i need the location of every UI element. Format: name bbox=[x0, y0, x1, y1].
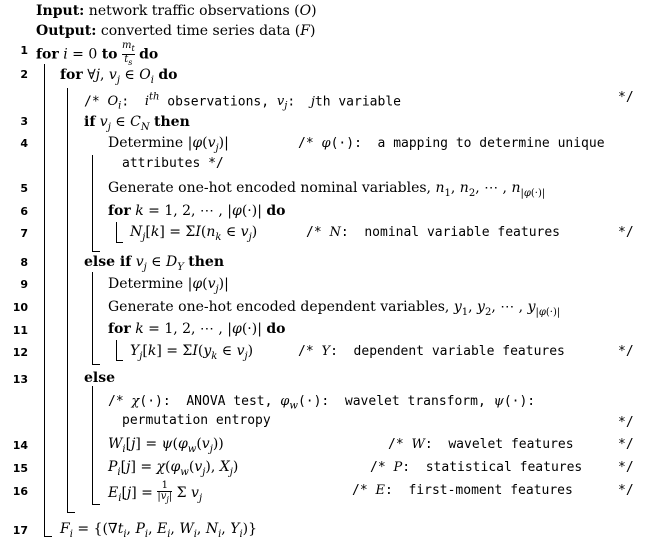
output-text: converted time series data (F) bbox=[100, 23, 316, 39]
line-number: 2 bbox=[20, 68, 28, 81]
comment-mapping-cont: attributes */ bbox=[122, 156, 224, 171]
comment-end: */ bbox=[618, 344, 634, 359]
comment-statistical: /* P: statistical features bbox=[370, 460, 583, 475]
output-line bbox=[36, 22, 315, 40]
output-label: Output: bbox=[36, 23, 97, 39]
comment-dependent: /* Y: dependent variable features bbox=[298, 344, 565, 359]
line-number: 16 bbox=[12, 485, 28, 498]
block-bar-if bbox=[92, 155, 93, 251]
line-number: 17 bbox=[12, 524, 28, 537]
line-8: else if $v_j$ ∈ $D_Y$ then bbox=[84, 254, 225, 273]
input-line bbox=[36, 2, 317, 20]
input-label: Input: bbox=[36, 3, 85, 19]
line-number: 1 bbox=[20, 44, 28, 57]
block-bar-for-k2 bbox=[116, 340, 117, 360]
comment-first-moment: /* E: first-moment features bbox=[352, 483, 573, 498]
line-number: 9 bbox=[20, 278, 28, 291]
comment-end: */ bbox=[618, 415, 634, 430]
line-3: if $v_j$ ∈ $C_N$ then bbox=[84, 114, 190, 133]
line-number: 13 bbox=[12, 373, 28, 386]
comment-observations: /* $O_i$: $i^{th}$ observations, $v_j$: jth variable bbox=[84, 92, 401, 112]
line-13: else bbox=[84, 370, 116, 386]
line-number: 7 bbox=[20, 227, 28, 240]
block-bar-for-i bbox=[44, 64, 45, 536]
line-number: 12 bbox=[12, 346, 28, 359]
comment-nominal: /* N: nominal variable features bbox=[306, 225, 561, 240]
comment-end: */ bbox=[618, 460, 634, 475]
line-6: for k = 1, 2, ⋯ , |φ(·)| do bbox=[108, 203, 286, 219]
line-number: 15 bbox=[12, 462, 28, 475]
line-number: 5 bbox=[20, 182, 28, 195]
line-10: Generate one-hot encoded dependent variables, $y_1$, $y_2$, ⋯ , $y_{|\varphi(\cdot)|}$ bbox=[108, 299, 561, 318]
line-number: 4 bbox=[20, 137, 28, 150]
comment-methods: /* χ(·): ANOVA test, $\varphi_w(\cdot)$: wavelet transform, ψ(·): bbox=[108, 394, 536, 412]
block-bar-for-k1 bbox=[116, 222, 117, 242]
comment-wavelet: /* W: wavelet features bbox=[388, 437, 574, 452]
line-11: for k = 1, 2, ⋯ , |φ(·)| do bbox=[108, 321, 286, 337]
block-bar-elseif bbox=[92, 272, 93, 364]
comment-end: */ bbox=[618, 225, 634, 240]
line-17: $F_i = \{(\nabla t_i$, $P_i$, $E_i$, $W_i$, $N_i$, $Y_i$)} bbox=[60, 521, 258, 540]
line-number: 14 bbox=[12, 439, 28, 452]
line-number: 11 bbox=[12, 324, 28, 337]
comment-methods-cont: permutation entropy bbox=[122, 413, 271, 428]
line-number: 6 bbox=[20, 205, 28, 218]
comment-end: */ bbox=[618, 437, 634, 452]
line-4: Determine $|\varphi(v_j)|$ bbox=[108, 135, 229, 154]
line-14: $W_i[j] = \psi(\varphi_w(v_j))$ bbox=[108, 436, 224, 455]
line-15: $P_i[j] = \chi(\varphi_w(v_j)$, $X_j$) bbox=[108, 459, 239, 478]
line-9: Determine $|\varphi(v_j)|$ bbox=[108, 276, 229, 295]
line-5: Generate one-hot encoded nominal variables, $n_1$, $n_2$, ⋯ , $n_{|\varphi(\cdot)|}$ bbox=[108, 180, 546, 199]
line-1: for i = 0 to $\frac{m_t}{t_s}$ do bbox=[36, 40, 159, 67]
line-number: 10 bbox=[12, 301, 28, 314]
block-bar-for-j bbox=[67, 88, 68, 512]
line-16: $E_i[j]$ = $\frac{1}{|v_j|}$ Σ $v_j$ bbox=[108, 480, 203, 504]
line-number: 3 bbox=[20, 115, 28, 128]
block-bar-else bbox=[92, 386, 93, 504]
line-number: 8 bbox=[20, 256, 28, 269]
line-12: $Y_j[k] = \Sigma I(y_k$ ∈ $v_j$) bbox=[130, 343, 254, 362]
line-7: $N_j[k] = \Sigma I(n_k$ ∈ $v_j$) bbox=[130, 224, 258, 243]
comment-mapping: /* φ(·): a mapping to determine unique bbox=[298, 136, 605, 151]
line-2: for ∀j, $v_j$ ∈ $O_i$ do bbox=[60, 67, 178, 86]
input-text: network traffic observations (O) bbox=[88, 3, 317, 19]
comment-end: */ bbox=[618, 483, 634, 498]
comment-end: */ bbox=[618, 90, 634, 105]
